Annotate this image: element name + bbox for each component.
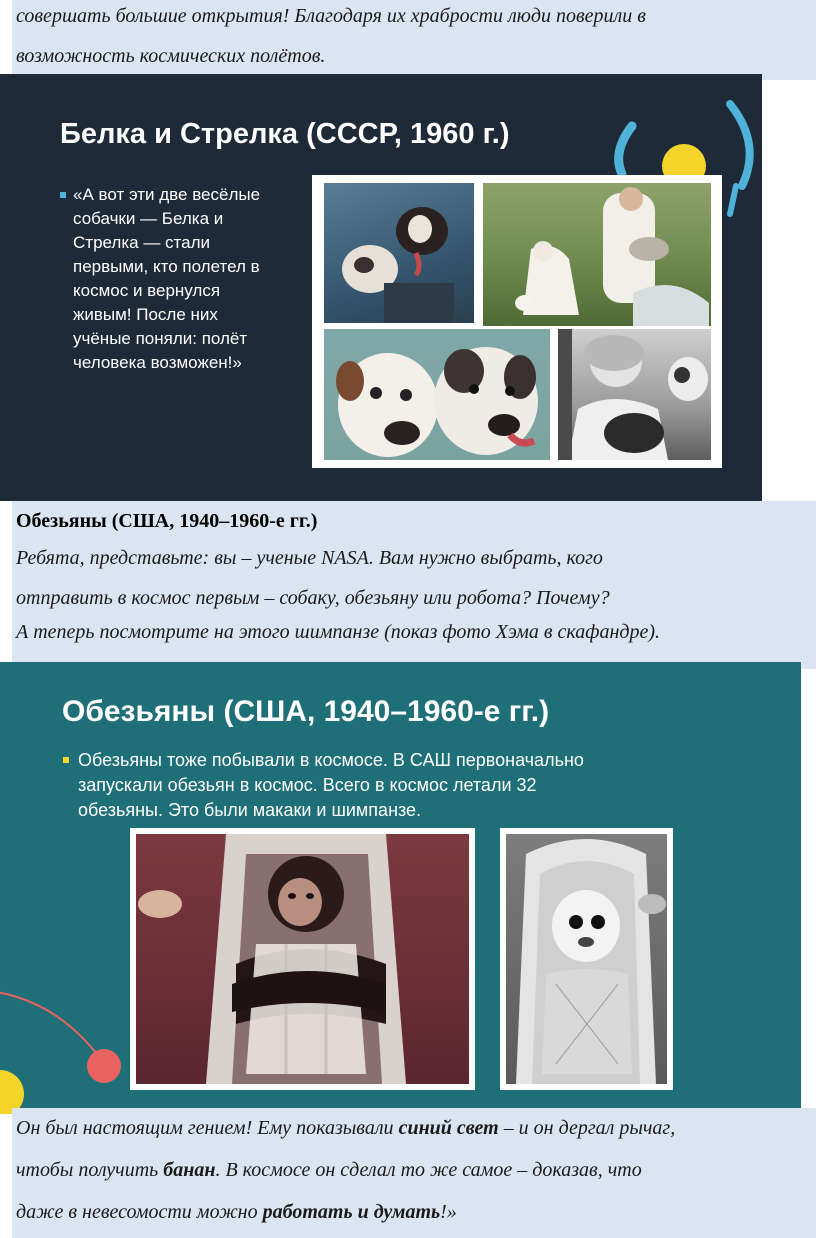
- slide2-line: Обезьяны тоже побывали в космосе. В САШ первоначально: [78, 750, 584, 770]
- closing-text: !»: [440, 1201, 457, 1223]
- closing-band: [12, 1108, 816, 1238]
- slide2-line: обезьяны. Это были макаки и шимпанзе.: [78, 800, 422, 820]
- slide2-bullet-icon: [63, 757, 69, 763]
- accent-arc-right: [730, 104, 750, 186]
- slide2-bullet-text: [78, 748, 738, 823]
- slide1-line: человека возможен!»: [73, 353, 242, 372]
- slide1-line: первыми, кто полетел в: [73, 257, 260, 276]
- closing-text: . В космосе он сделал то же самое – доказав, что: [215, 1159, 642, 1181]
- slide1-line: космос и вернулся: [73, 281, 221, 300]
- slide1-bullet-icon: [60, 192, 66, 198]
- section2-band: [12, 501, 816, 669]
- slide2-line: запускали обезьян в космос. Всего в космос летали 32: [78, 775, 537, 795]
- closing-line-1: [12, 1108, 816, 1148]
- intro-band: [12, 0, 816, 80]
- slide1-line: живым! После них: [73, 305, 218, 324]
- accent-red-circle: [87, 1049, 121, 1083]
- section2-heading: Обезьяны (США, 1940–1960-е гг.): [16, 510, 318, 532]
- closing-text: чтобы получить: [16, 1159, 164, 1181]
- slide1-title: Белка и Стрелка (СССР, 1960 г.): [60, 118, 510, 150]
- woman-with-dogs-photo: [558, 329, 711, 460]
- monkey-capsule-photo: [500, 828, 673, 1090]
- scientists-field-photo: [483, 183, 711, 326]
- accent-tick: [730, 186, 736, 214]
- dogs-capsule-photo: [324, 183, 474, 323]
- slide1-line: учёные поняли: полёт: [73, 329, 248, 348]
- intro-line-2: возможность космических полётов.: [16, 45, 326, 67]
- chimpanzee-ham-photo: [130, 828, 475, 1090]
- intro-line-1: совершать большие открытия! Благодаря их храбрости люди поверили в: [16, 5, 646, 27]
- closing-text: Он был настоящим гением! Ему показывали: [16, 1117, 399, 1139]
- emphasis-banana: банан: [163, 1159, 216, 1181]
- section2-line-1: Ребята, представьте: вы – ученые NASA. Вам нужно выбрать, кого: [16, 547, 603, 569]
- closing-text: – и он дергал рычаг,: [498, 1117, 676, 1139]
- closing-line-3: [12, 1192, 816, 1232]
- dogs-photo-collage: [312, 175, 722, 468]
- section2-line-3: А теперь посмотрите на этого шимпанзе (показ фото Хэма в скафандре).: [16, 621, 661, 643]
- closing-line-2: [12, 1150, 816, 1190]
- slide1-line: «А вот эти две весёлые: [73, 185, 261, 204]
- slide1-line: Стрелка — стали: [73, 233, 211, 252]
- emphasis-work-think: работать и думать: [262, 1201, 441, 1223]
- two-dogs-portrait-photo: [324, 329, 550, 460]
- accent-arc-left: [619, 126, 632, 174]
- emphasis-blue-light: синий свет: [398, 1117, 499, 1139]
- section2-line-2: отправить в космос первым – собаку, обезьяну или робота? Почему?: [16, 587, 610, 609]
- slide1-bullet-text: [73, 183, 323, 375]
- closing-text: даже в невесомости можно: [16, 1201, 263, 1223]
- slide1-line: собачки — Белка и: [73, 209, 224, 228]
- slide2-title: Обезьяны (США, 1940–1960-е гг.): [62, 695, 550, 728]
